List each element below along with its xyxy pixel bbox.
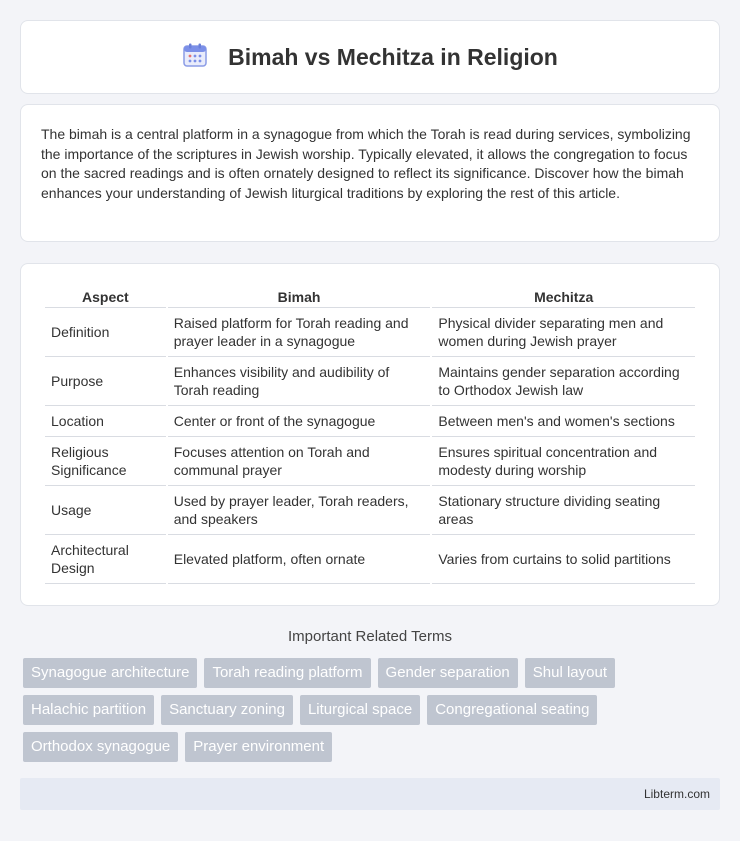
row-bimah: Center or front of the synagogue (168, 406, 431, 437)
table-row (45, 406, 695, 437)
comparison-table-card (20, 263, 720, 606)
table-row (45, 535, 695, 584)
row-mechitza: Maintains gender separation according to Orthodox Jewish law (432, 357, 695, 406)
row-bimah: Elevated platform, often ornate (168, 535, 431, 584)
related-tag[interactable]: Sanctuary zoning (161, 695, 293, 725)
footer-site-link[interactable]: Libterm.com (643, 787, 710, 801)
row-mechitza: Physical divider separating men and women during Jewish prayer (432, 308, 695, 357)
footer-bar (20, 778, 720, 810)
row-aspect: Architectural Design (45, 535, 166, 584)
related-tag[interactable]: Shul layout (525, 658, 615, 688)
header-bimah: Bimah (168, 286, 431, 308)
related-tag[interactable]: Congregational seating (427, 695, 597, 725)
row-mechitza: Stationary structure dividing seating areas (432, 486, 695, 535)
related-terms-list (23, 658, 723, 762)
comparison-table (43, 286, 697, 584)
row-bimah: Focuses attention on Torah and communal prayer (168, 437, 431, 486)
header-aspect: Aspect (45, 286, 166, 308)
row-bimah: Raised platform for Torah reading and prayer leader in a synagogue (168, 308, 431, 357)
related-tag[interactable]: Torah reading platform (204, 658, 370, 688)
page-title: Bimah vs Mechitza in Religion (228, 43, 558, 70)
row-aspect: Purpose (45, 357, 166, 406)
related-tag[interactable]: Liturgical space (300, 695, 420, 725)
related-tag[interactable]: Gender separation (378, 658, 518, 688)
row-bimah: Enhances visibility and audibility of Torah reading (168, 357, 431, 406)
related-tag[interactable]: Halachic partition (23, 695, 154, 725)
table-header-row (45, 286, 695, 308)
header-card (20, 20, 720, 94)
header-mechitza: Mechitza (432, 286, 695, 308)
calendar-icon (182, 42, 208, 73)
row-mechitza: Ensures spiritual concentration and modesty during worship (432, 437, 695, 486)
related-tag[interactable]: Orthodox synagogue (23, 732, 178, 762)
row-aspect: Definition (45, 308, 166, 357)
table-row (45, 437, 695, 486)
table-row (45, 357, 695, 406)
related-tag[interactable]: Prayer environment (185, 732, 332, 762)
row-mechitza: Between men's and women's sections (432, 406, 695, 437)
row-aspect: Religious Significance (45, 437, 166, 486)
row-aspect: Location (45, 406, 166, 437)
table-row (45, 308, 695, 357)
row-mechitza: Varies from curtains to solid partitions (432, 535, 695, 584)
related-tag[interactable]: Synagogue architecture (23, 658, 197, 688)
intro-paragraph: The bimah is a central platform in a synagogue from which the Torah is read during services, symbolizing the importance of the scriptures in Jewish worship. Typically elevated, it allows the congregation to focus on the sacred readings and is often ornately designed to reflect its significance. Discover how the bimah enhances your understanding of Jewish liturgical traditions by exploring the rest of this article. (41, 126, 691, 201)
row-aspect: Usage (45, 486, 166, 535)
related-terms-title: Important Related Terms (288, 628, 452, 645)
table-row (45, 486, 695, 535)
intro-card (20, 104, 720, 242)
row-bimah: Used by prayer leader, Torah readers, and speakers (168, 486, 431, 535)
